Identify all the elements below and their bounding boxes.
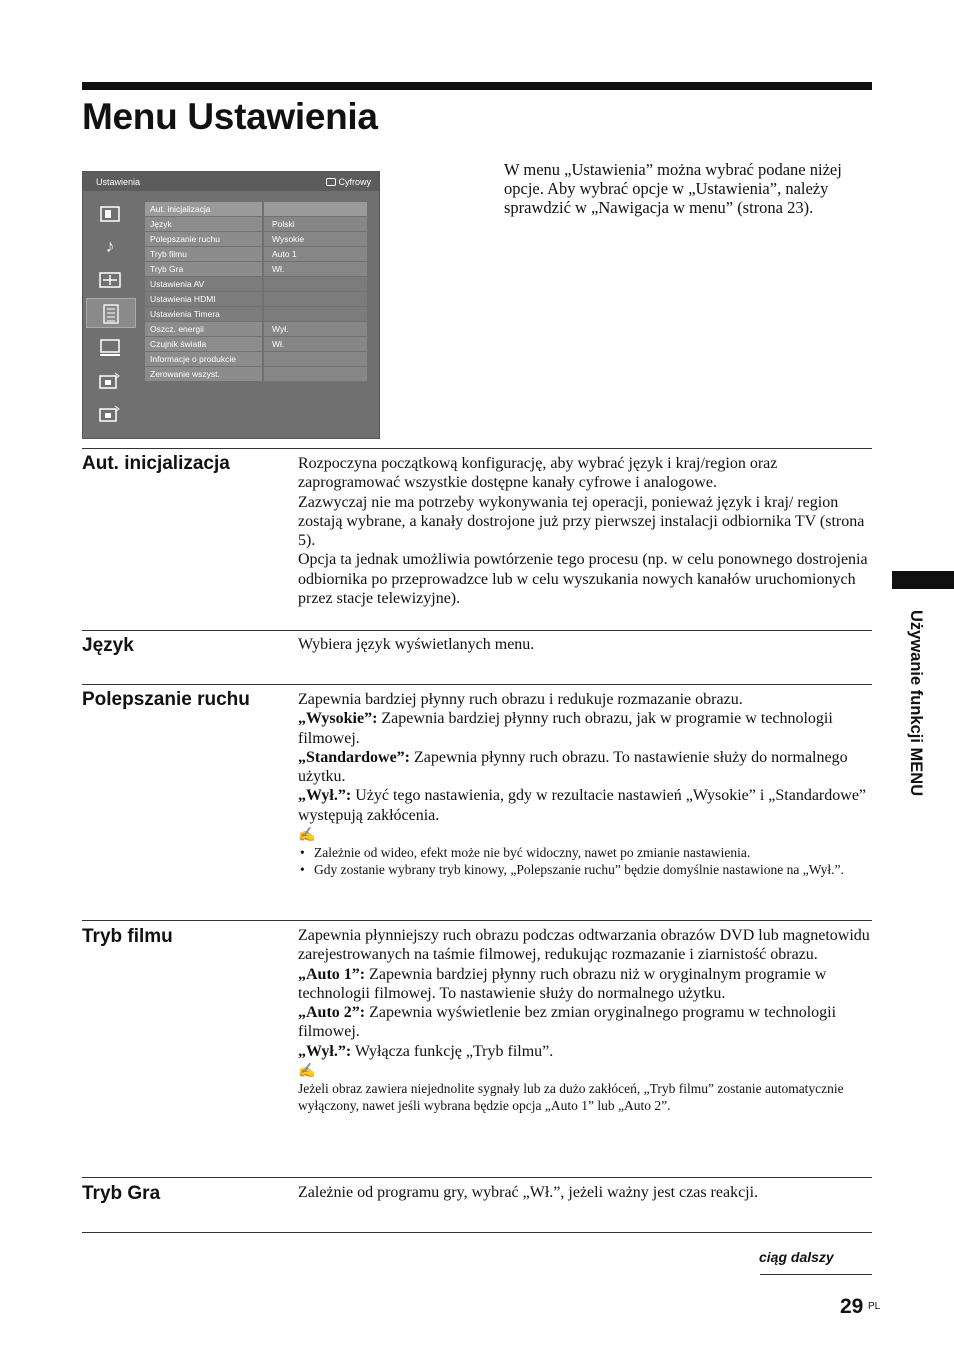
- tv-menu-title: Ustawienia: [96, 177, 141, 187]
- tv-menu-row: Polepszanie ruchu Wysokie: [145, 232, 367, 246]
- section-divider: [82, 630, 872, 631]
- input-a-icon: [86, 366, 134, 394]
- section-divider: [82, 1232, 872, 1233]
- tv-menu-source: Cyfrowy: [326, 177, 371, 187]
- source-icon: [326, 178, 336, 186]
- tv-menu-icon-column: [86, 199, 140, 432]
- notes-list: [298, 844, 872, 878]
- list-item: • Gdy zostanie wybrany tryb kinowy, „Polepszanie ruchu” będzie domyślnie nastawione na „Wył.”.: [298, 861, 872, 878]
- page-language: PL: [868, 1301, 881, 1312]
- list-item: • Zależnie od wideo, efekt może nie być widoczny, nawet po zmianie nastawienia.: [298, 844, 872, 861]
- section-title-tryb-filmu: Tryb filmu: [82, 926, 173, 947]
- section-body-aut-inicjalizacja: Rozpoczyna początkową konfigurację, aby wybrać język i kraj/region oraz zaprogramować wszystkie dostępne kanały cyfrowe i analogowe. Zazwyczaj nie ma potrzeby wykonywania tej operacji, ponieważ język i kraj/ region zostają wybrane, a kanały dostrojone już przy pierwszej instalacji odbiornika TV (strona 5). Opcja ta jednak umożliwia powtórzenie tego procesu (np. w celu ponownego dostrojenia odbiornika po przeprowadzce lub w celu wyszukania nowych kanałów uruchomionych przez stacje telewizyjne).: [298, 455, 868, 608]
- input-b-icon: [86, 399, 134, 427]
- page-title: Menu Ustawienia: [82, 96, 378, 137]
- section-divider: [82, 448, 872, 449]
- tv-menu-screenshot: [82, 171, 380, 439]
- section-divider: [82, 1177, 872, 1178]
- tv-menu-row: Czujnik światła Wł.: [145, 337, 367, 351]
- tv-menu-row: Informacje o produkcie: [145, 352, 367, 366]
- section-divider: [82, 920, 872, 921]
- note-text: Jeżeli obraz zawiera niejednolite sygnały lub za dużo zakłóceń, „Tryb filmu” zostanie automatycznie wyłączony, nawet jeśli wybrana będzie opcja „Auto 1” lub „Auto 2”.: [298, 1081, 844, 1114]
- screen-settings-icon: [86, 265, 134, 293]
- tv-menu-row: Aut. inicjalizacja: [145, 202, 367, 216]
- tv-menu-row: Język Polski: [145, 217, 367, 231]
- tv-menu-row: Oszcz. energii Wył.: [145, 322, 367, 336]
- tv-menu-row: Tryb Gra Wł.: [145, 262, 367, 276]
- continued-label: ciąg dalszy: [759, 1249, 834, 1265]
- page-number: 29: [840, 1295, 864, 1318]
- title-rule: [82, 82, 872, 90]
- section-body-jezyk: Wybiera język wyświetlanych menu.: [298, 636, 535, 653]
- picture-icon: [86, 199, 134, 227]
- section-body-polepszanie-ruchu: Zapewnia bardziej płynny ruch obrazu i redukuje rozmazanie obrazu. „Wysokie”: Zapewnia bardziej płynny ruch obrazu, jak w programie w technologii filmowej. „Standardowe”: Zapewnia płynny ruch obrazu. To nastawienie służy do normalnego użytku. „Wył.”: Użyć tego nastawienia, gdy w rezultacie nastawień „Wysokie” i „Standardowe” występują zakłócenia. ✍ • Zależnie od wideo, efekt może nie być widoczny, nawet po zmianie nastawienia. • Gdy zostanie wybrany tryb kinowy, „Polepszanie ruchu” będzie domyślnie nastawione na „Wył.”.: [298, 690, 872, 878]
- tv-menu-row: Ustawienia HDMI: [145, 292, 367, 306]
- intro-text: W menu „Ustawienia” można wybrać podane niżej opcje. Aby wybrać opcje w „Ustawienia”, należy sprawdzić w „Nawigacja w menu” (strona 23).: [504, 160, 842, 217]
- monitor-icon: [86, 333, 134, 361]
- section-body-tryb-gra: Zależnie od programu gry, wybrać „Wł.”, jeżeli ważny jest czas reakcji.: [298, 1184, 759, 1201]
- note-pencil-icon: ✍: [298, 828, 316, 844]
- tv-menu-row: Ustawienia AV: [145, 277, 367, 291]
- settings-list-icon: [86, 298, 136, 328]
- tv-menu-row: Zerowanie wszyst.: [145, 367, 367, 381]
- continued-rule: [760, 1274, 872, 1275]
- tv-menu-row: Ustawienia Timera: [145, 307, 367, 321]
- tv-menu-header: [83, 172, 379, 191]
- side-tab-marker: [892, 571, 954, 589]
- section-title-aut-inicjalizacja: Aut. inicjalizacja: [82, 453, 230, 474]
- section-title-polepszanie-ruchu: Polepszanie ruchu: [82, 689, 250, 710]
- tv-menu-row: Tryb filmu Auto 1: [145, 247, 367, 261]
- music-note-icon: ♪: [105, 236, 115, 256]
- section-title-tryb-gra: Tryb Gra: [82, 1183, 161, 1204]
- side-tab-label: Używanie funkcji MENU: [907, 610, 925, 797]
- section-body-tryb-filmu: Zapewnia płynniejszy ruch obrazu podczas odtwarzania obrazów DVD lub magnetowidu zarejestrowanych na taśmie filmowej, redukując rozmazanie i ziarnistość obrazu. „Auto 1”: Zapewnia bardziej płynny ruch obrazu niż w oryginalnym programie w technologii filmowej. To nastawienie służy do normalnego użytku. „Auto 2”: Zapewnia wyświetlenie bez zmian oryginalnego programu w technologii filmowej. „Wył.”: Wyłącza funkcję „Tryb filmu”. ✍ Jeżeli obraz zawiera niejednolite sygnały lub za dużo zakłóceń, „Tryb filmu” zostanie automatycznie wyłączony, nawet jeśli wybrana będzie opcja „Auto 1” lub „Auto 2”.: [298, 926, 872, 1114]
- note-pencil-icon: ✍: [298, 1064, 316, 1080]
- section-title-jezyk: Język: [82, 635, 134, 656]
- section-divider: [82, 684, 872, 685]
- tv-menu-list: [145, 202, 367, 382]
